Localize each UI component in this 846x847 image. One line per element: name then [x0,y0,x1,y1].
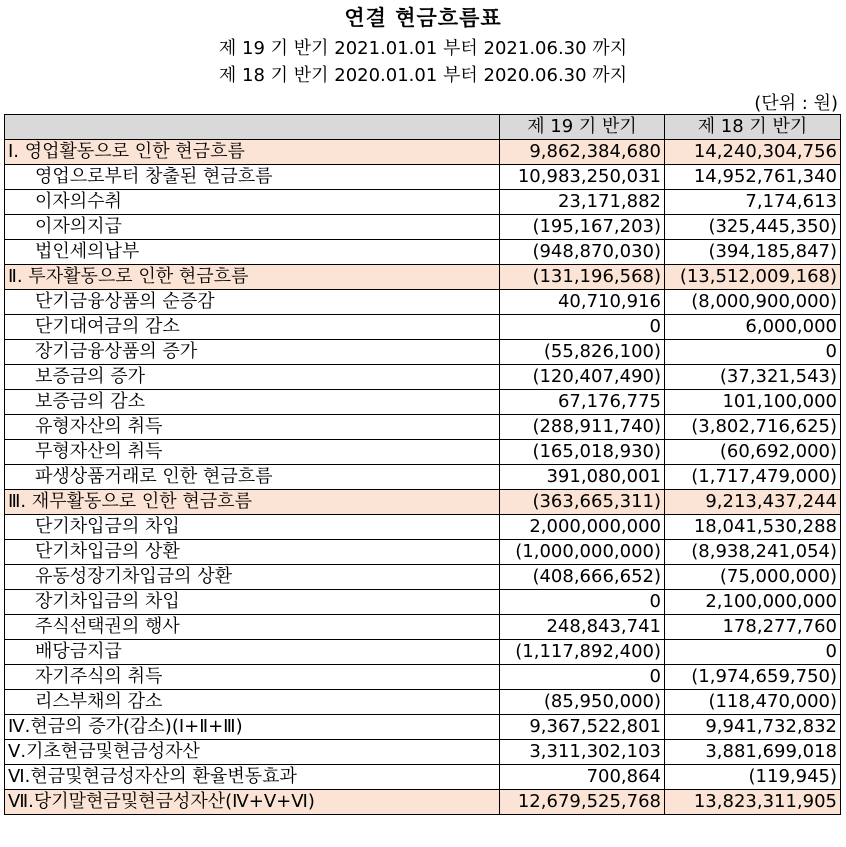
row-label: 배당금지급 [5,640,500,665]
current-period-value: (363,665,311) [500,490,665,515]
prior-period-value: (8,938,241,054) [665,540,841,565]
row-label: Ⅴ.기초현금및현금성자산 [5,740,500,765]
row-label: Ⅶ.당기말현금및현금성자산(Ⅳ+Ⅴ+Ⅵ) [5,790,500,815]
section-row [5,140,841,165]
row-label: 단기금융상품의 순증감 [5,290,500,315]
current-period-value: 0 [500,665,665,690]
current-period-value: 67,176,775 [500,390,665,415]
unit-label: (단위 : 원) [754,93,838,114]
current-period-value: 12,679,525,768 [500,790,665,815]
prior-period-value: (75,000,000) [665,565,841,590]
row-label: Ⅳ.현금의 증가(감소)(Ⅰ+Ⅱ+Ⅲ) [5,715,500,740]
current-period-value: 23,171,882 [500,190,665,215]
table-row [5,590,841,615]
cash-flow-table [4,114,841,815]
prior-period-value: 7,174,613 [665,190,841,215]
current-period-value: (408,666,652) [500,565,665,590]
current-period-value: (120,407,490) [500,365,665,390]
row-label: 단기대여금의 감소 [5,315,500,340]
prior-period-value: (119,945) [665,765,841,790]
prior-period-value: (37,321,543) [665,365,841,390]
prior-period-value: 0 [665,640,841,665]
row-label: 파생상품거래로 인한 현금흐름 [5,465,500,490]
row-label: 보증금의 증가 [5,365,500,390]
row-label: 주식선택권의 행사 [5,615,500,640]
period-prior: 제 18 기 반기 2020.01.01 부터 2020.06.30 까지 [218,65,628,86]
table-row [5,440,841,465]
current-period-value: (165,018,930) [500,440,665,465]
total-row [5,715,841,740]
table-row [5,690,841,715]
section-row [5,265,841,290]
row-label: 장기차입금의 차입 [5,590,500,615]
current-period-value: (55,826,100) [500,340,665,365]
table-row [5,390,841,415]
table-row [5,540,841,565]
table-row [5,215,841,240]
table-row [5,565,841,590]
prior-period-value: 14,952,761,340 [665,165,841,190]
row-label: Ⅰ. 영업활동으로 인한 현금흐름 [5,140,500,165]
prior-period-value: 101,100,000 [665,390,841,415]
row-label: 장기금융상품의 증가 [5,340,500,365]
table-header-row [5,115,841,140]
prior-period-value: (13,512,009,168) [665,265,841,290]
header-current-period: 제 19 기 반기 [500,115,665,140]
row-label: Ⅲ. 재무활동으로 인한 현금흐름 [5,490,500,515]
row-label: Ⅱ. 투자활동으로 인한 현금흐름 [5,265,500,290]
current-period-value: (1,117,892,400) [500,640,665,665]
table-row [5,290,841,315]
row-label: 자기주식의 취득 [5,665,500,690]
current-period-value: 9,367,522,801 [500,715,665,740]
current-period-value: 0 [500,315,665,340]
prior-period-value: 6,000,000 [665,315,841,340]
current-period-value: 700,864 [500,765,665,790]
current-period-value: 0 [500,590,665,615]
total-row [5,740,841,765]
current-period-value: (195,167,203) [500,215,665,240]
table-row [5,665,841,690]
prior-period-value: (3,802,716,625) [665,415,841,440]
current-period-value: 9,862,384,680 [500,140,665,165]
prior-period-value: 9,213,437,244 [665,490,841,515]
current-period-value: 3,311,302,103 [500,740,665,765]
row-label: Ⅵ.현금및현금성자산의 환율변동효과 [5,765,500,790]
prior-period-value: (325,445,350) [665,215,841,240]
period-current: 제 19 기 반기 2021.01.01 부터 2021.06.30 까지 [218,38,628,59]
prior-period-value: (1,717,479,000) [665,465,841,490]
prior-period-value: (8,000,900,000) [665,290,841,315]
prior-period-value: (60,692,000) [665,440,841,465]
table-row [5,640,841,665]
prior-period-value: 178,277,760 [665,615,841,640]
prior-period-value: (394,185,847) [665,240,841,265]
prior-period-value: 18,041,530,288 [665,515,841,540]
row-label: 유형자산의 취득 [5,415,500,440]
current-period-value: (948,870,030) [500,240,665,265]
prior-period-value: 14,240,304,756 [665,140,841,165]
header-label-cell [5,115,500,140]
table-row [5,515,841,540]
row-label: 이자의지급 [5,215,500,240]
current-period-value: 40,710,916 [500,290,665,315]
row-label: 이자의수취 [5,190,500,215]
row-label: 보증금의 감소 [5,390,500,415]
prior-period-value: 0 [665,340,841,365]
section-row [5,790,841,815]
table-row [5,165,841,190]
row-label: 단기차입금의 상환 [5,540,500,565]
row-label: 무형자산의 취득 [5,440,500,465]
row-label: 영업으로부터 창출된 현금흐름 [5,165,500,190]
prior-period-value: 2,100,000,000 [665,590,841,615]
row-label: 리스부채의 감소 [5,690,500,715]
current-period-value: 248,843,741 [500,615,665,640]
current-period-value: (1,000,000,000) [500,540,665,565]
row-label: 법인세의납부 [5,240,500,265]
row-label: 유동성장기차입금의 상환 [5,565,500,590]
table-row [5,365,841,390]
table-row [5,465,841,490]
current-period-value: 391,080,001 [500,465,665,490]
table-row [5,340,841,365]
prior-period-value: (1,974,659,750) [665,665,841,690]
current-period-value: 2,000,000,000 [500,515,665,540]
prior-period-value: (118,470,000) [665,690,841,715]
table-row [5,415,841,440]
total-row [5,765,841,790]
section-row [5,490,841,515]
statement-title: 연결 현금흐름표 [344,6,502,30]
prior-period-value: 13,823,311,905 [665,790,841,815]
table-row [5,240,841,265]
prior-period-value: 9,941,732,832 [665,715,841,740]
current-period-value: (288,911,740) [500,415,665,440]
table-row [5,190,841,215]
current-period-value: 10,983,250,031 [500,165,665,190]
table-row [5,315,841,340]
header-prior-period: 제 18 기 반기 [665,115,841,140]
table-row [5,615,841,640]
prior-period-value: 3,881,699,018 [665,740,841,765]
current-period-value: (131,196,568) [500,265,665,290]
row-label: 단기차입금의 차입 [5,515,500,540]
current-period-value: (85,950,000) [500,690,665,715]
